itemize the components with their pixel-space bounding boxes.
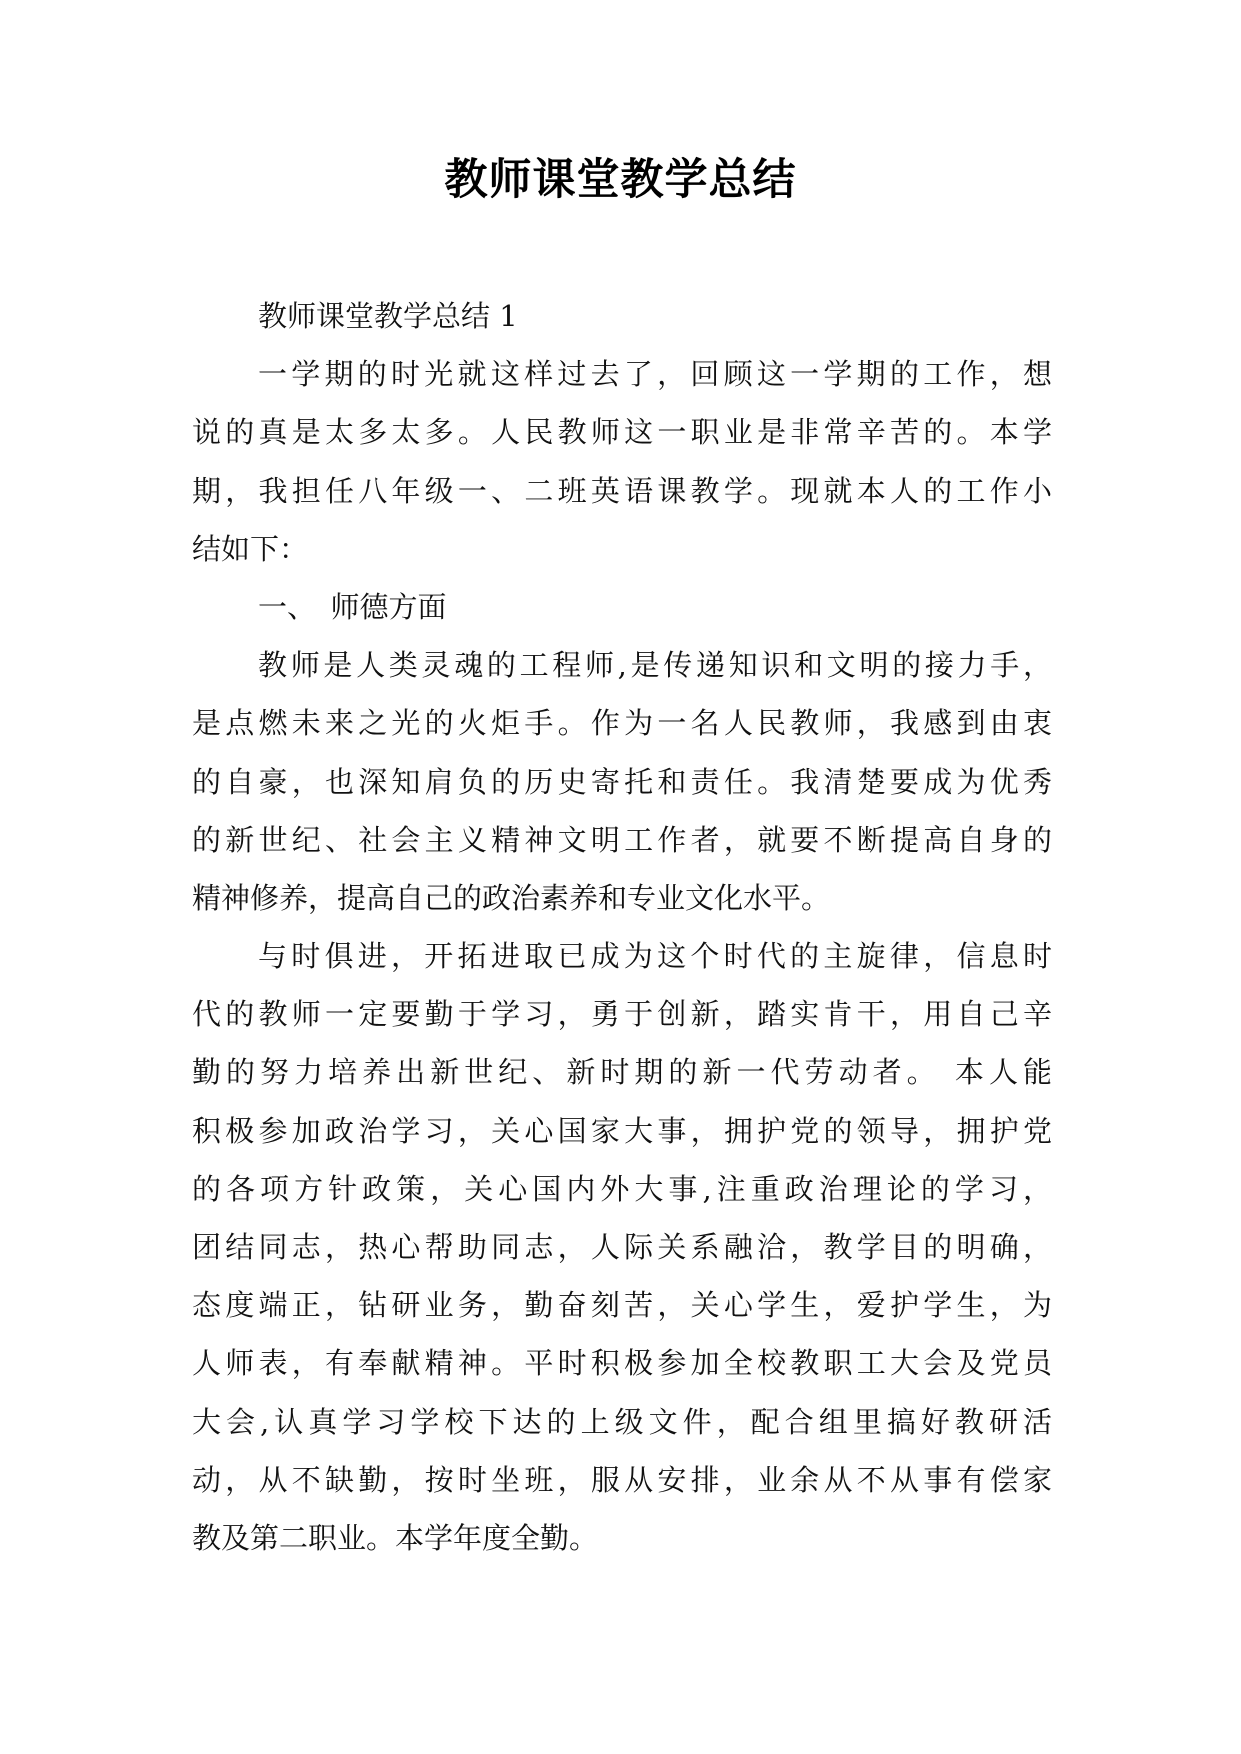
body-line: 一学期的时光就这样过去了，回顾这一学期的工作，想	[258, 357, 1052, 392]
document-body	[192, 287, 1052, 1567]
body-line: 说的真是太多太多。人民教师这一职业是非常辛苦的。本学	[192, 415, 1052, 450]
body-line: 的各项方针政策，关心国内外大事,注重政治理论的学习，	[192, 1171, 1052, 1206]
body-line: 期，我担任八年级一、二班英语课教学。现就本人的工作小	[192, 473, 1052, 508]
body-line: 与时俱进，开拓进取已成为这个时代的主旋律，信息时	[258, 939, 1052, 974]
body-line: 精神修养，提高自己的政治素养和专业文化水平。	[192, 880, 831, 915]
body-line: 结如下：	[192, 531, 309, 566]
body-line: 勤的努力培养出新世纪、新时期的新一代劳动者。 本人能	[192, 1055, 1052, 1090]
body-line: 态度端正，钻研业务，勤奋刻苦，关心学生，爱护学生，为	[192, 1288, 1052, 1323]
document-title: 教师课堂教学总结	[444, 155, 797, 205]
body-line: 团结同志，热心帮助同志，人际关系融洽，教学目的明确，	[192, 1230, 1052, 1264]
body-line: 一、 师德方面	[258, 589, 447, 624]
body-line: 是点燃未来之光的火炬手。作为一名人民教师，我感到由衷	[192, 706, 1052, 741]
body-line: 代的教师一定要勤于学习，勇于创新，踏实肯干，用自己辛	[192, 997, 1052, 1032]
body-line: 教师是人类灵魂的工程师,是传递知识和文明的接力手，	[258, 648, 1052, 683]
body-line: 的自豪，也深知肩负的历史寄托和责任。我清楚要成为优秀	[192, 764, 1052, 799]
body-line: 人师表，有奉献精神。平时积极参加全校教职工大会及党员	[192, 1346, 1052, 1381]
body-line: 教及第二职业。本学年度全勤。	[192, 1520, 599, 1555]
body-line: 的新世纪、社会主义精神文明工作者，就要不断提高自身的	[192, 822, 1052, 857]
body-line: 教师课堂教学总结 1	[258, 299, 518, 333]
body-line: 大会,认真学习学校下达的上级文件，配合组里搞好教研活	[192, 1404, 1052, 1439]
body-line: 动，从不缺勤，按时坐班，服从安排，业余从不从事有偿家	[192, 1462, 1052, 1497]
body-line: 积极参加政治学习，关心国家大事，拥护党的领导，拥护党	[192, 1113, 1052, 1148]
